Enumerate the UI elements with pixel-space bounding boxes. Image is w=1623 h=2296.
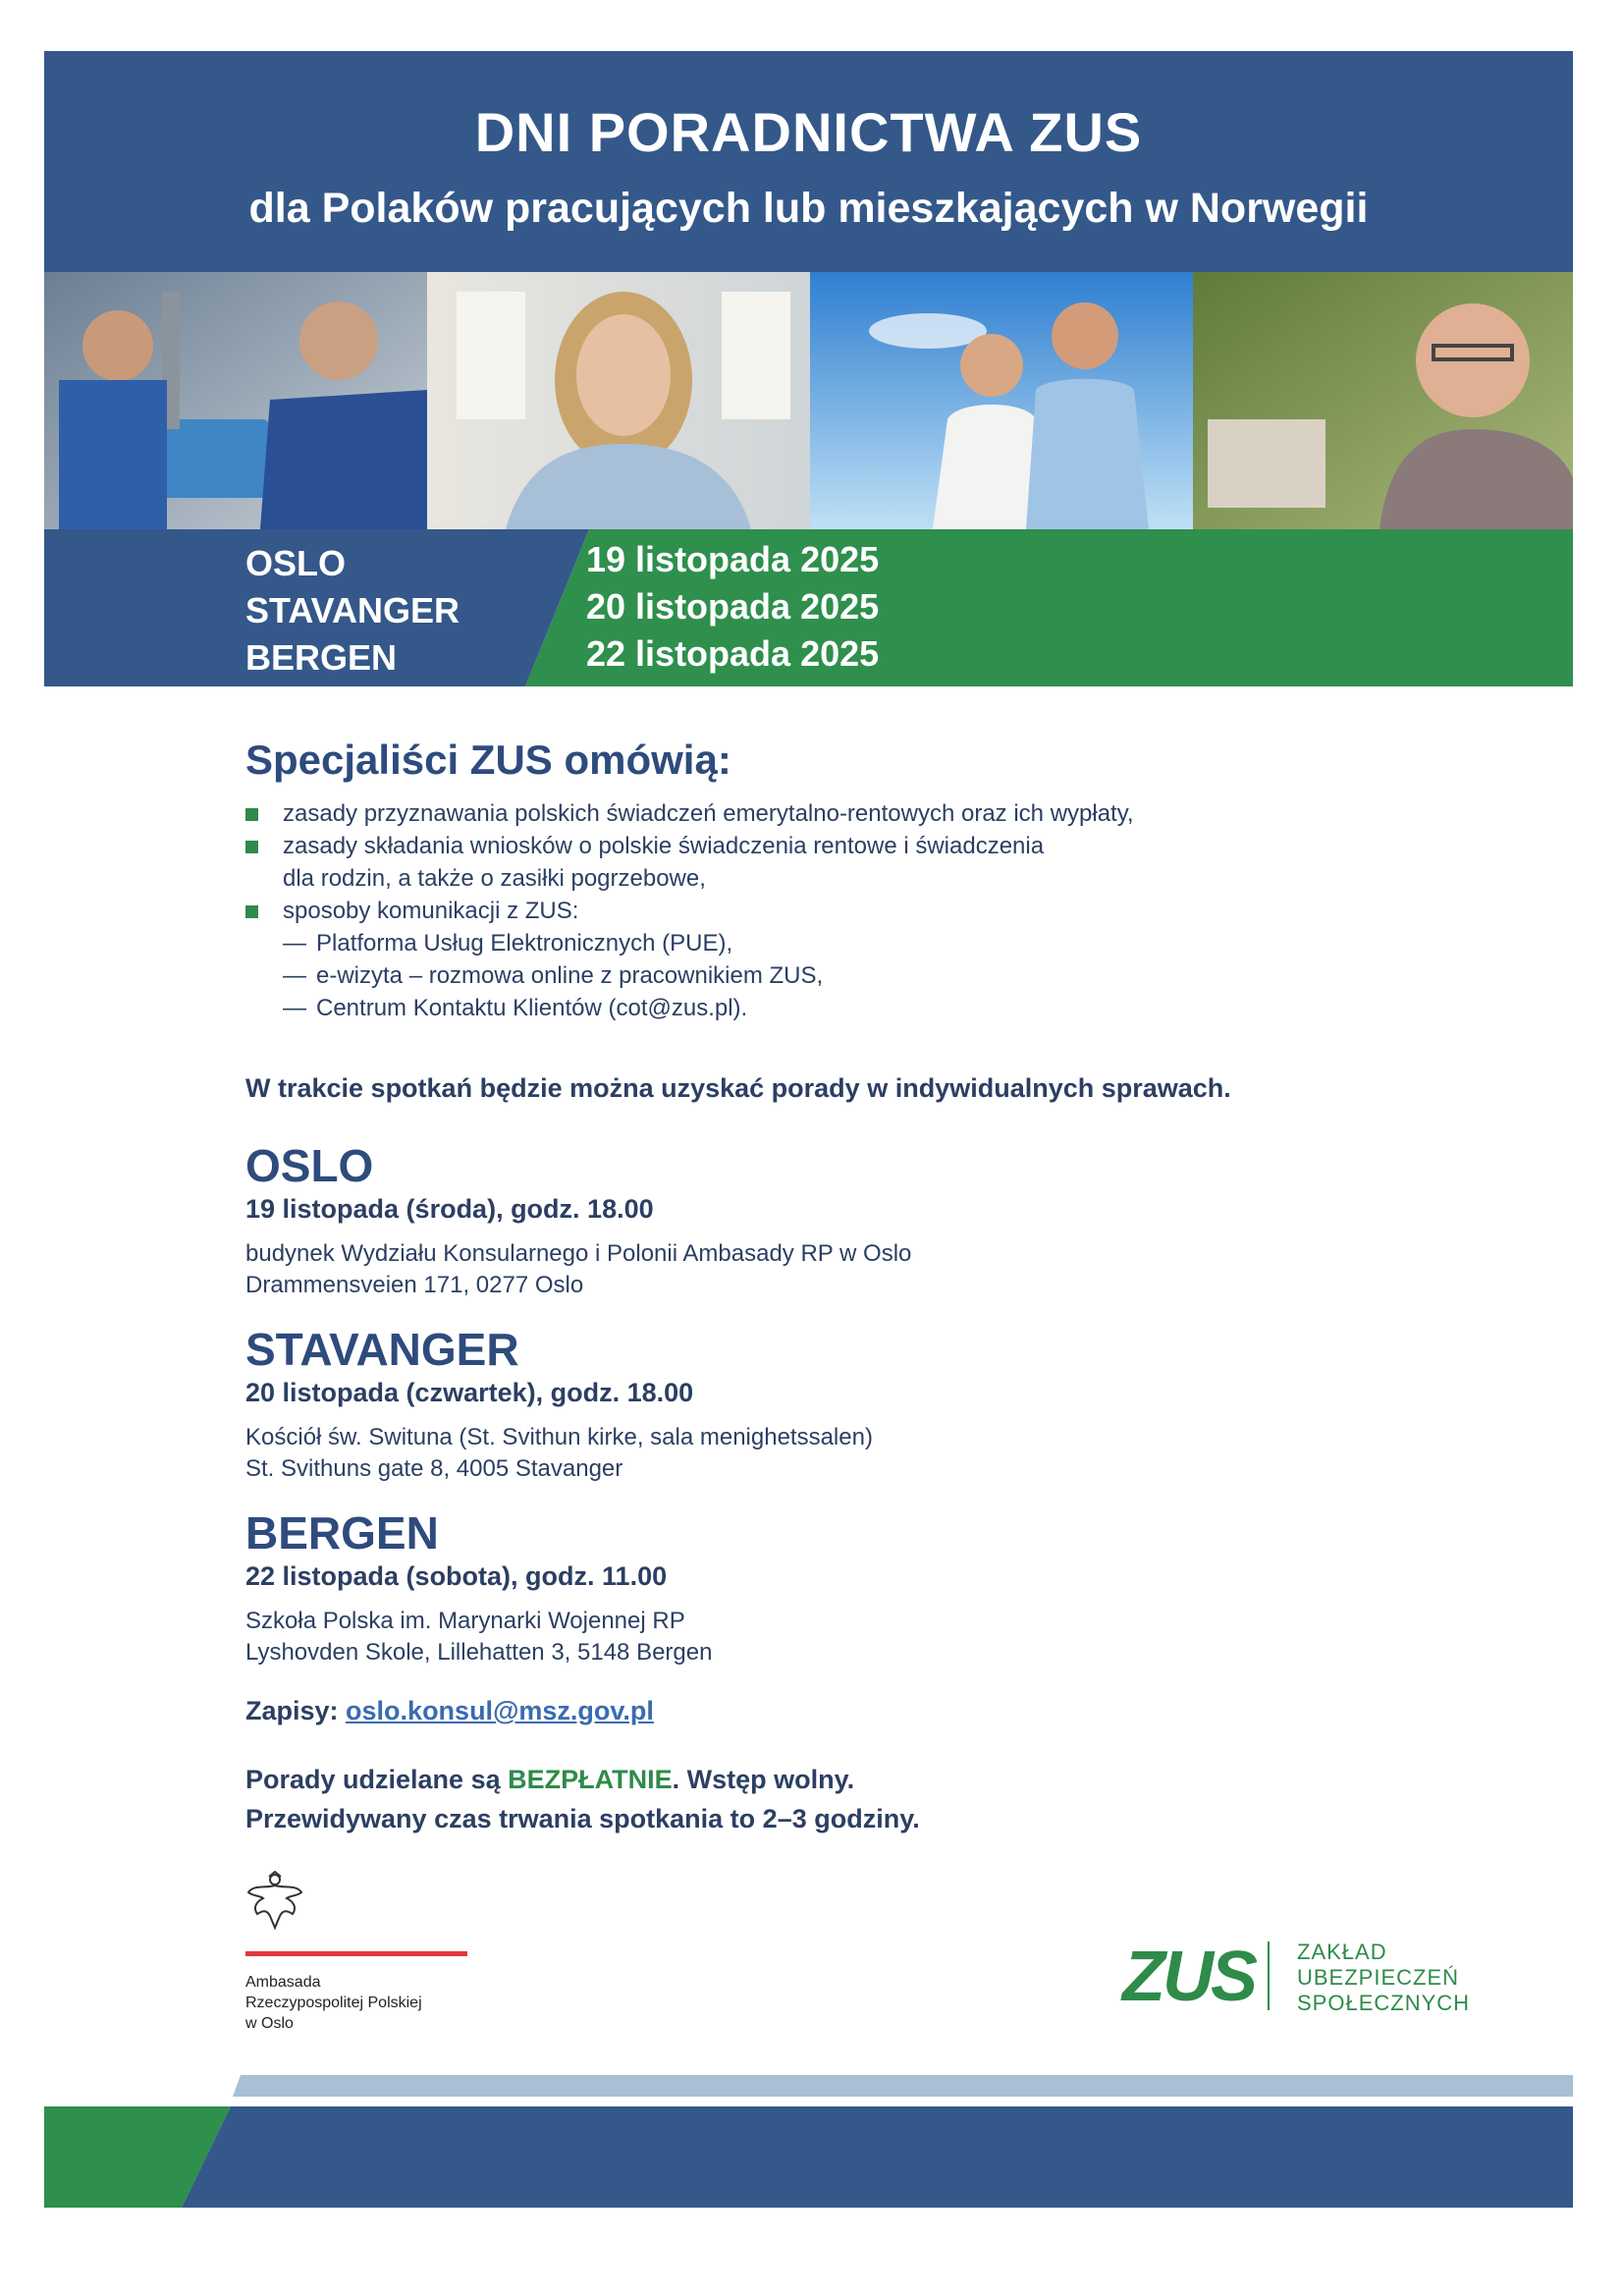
embassy-name: Ambasada Rzeczypospolitej Polskiej w Oslo [245,1974,422,2032]
event-address-line: budynek Wydziału Konsularnego i Polonii Ambasady RP w Oslo [245,1240,912,1267]
topics-heading: Specjaliści ZUS omówią: [245,737,731,783]
bullet-square [245,841,258,853]
event-address-line: Lyshovden Skole, Lillehatten 3, 5148 Bergen [245,1639,713,1666]
info-line-duration: Przewidywany czas trwania spotkania to 2–3 godziny. [245,1804,920,1833]
info-block [245,1760,920,1838]
schedule-band [44,529,1573,686]
registration [245,1696,654,1726]
event-city: BERGEN [245,1507,439,1558]
zus-logo-divider [1268,1941,1270,2010]
topic-item-continuation: dla rodzin, a także o zasiłki pogrzebowe, [283,865,706,892]
eagle-emblem-icon [245,1871,304,1932]
band-date-bergen: 22 listopada 2025 [586,633,880,674]
footer-band [44,2075,1573,2208]
event-stavanger [245,1323,873,1485]
photo-older-man [1193,272,1573,529]
individual-advice-note: W trakcie spotkań będzie można uzyskać porady w indywidualnych sprawach. [245,1073,1231,1103]
photo-woman [427,272,810,529]
photo-workshop [44,272,427,529]
topic-subitem: — Platforma Usług Elektronicznych (PUE), [283,930,733,957]
event-when: 22 listopada (sobota), godz. 11.00 [245,1561,668,1591]
event-when: 19 listopada (środa), godz. 18.00 [245,1194,654,1224]
topic-item: zasady składania wniosków o polskie świadczenia rentowe i świadczenia [245,830,1325,862]
footer-band-shape [44,2075,1573,2208]
event-city: OSLO [245,1140,374,1191]
topic-item: sposoby komunikacji z ZUS: [245,895,1325,927]
topic-subitem: — e-wizyta – rozmowa online z pracownikiem ZUS, [283,962,824,989]
bullet-square [245,808,258,821]
band-date-oslo: 19 listopada 2025 [586,539,880,579]
event-address-line: Drammensveien 171, 0277 Oslo [245,1272,584,1298]
event-city: STAVANGER [245,1324,519,1375]
registration-email-link[interactable]: oslo.konsul@msz.gov.pl [346,1696,654,1725]
event-bergen [245,1506,712,1668]
free-highlight: BEZPŁATNIE [508,1765,673,1794]
event-when: 20 listopada (czwartek), godz. 18.00 [245,1378,694,1407]
band-city-bergen: BERGEN [245,637,398,678]
event-address-line: St. Svithuns gate 8, 4005 Stavanger [245,1455,623,1482]
photo-strip [44,272,1573,529]
zus-logo [1122,1940,1476,2018]
band-date-stavanger: 20 listopada 2025 [586,586,880,627]
event-address-line: Kościół św. Swituna (St. Svithun kirke, sala menighetssalen) [245,1424,873,1450]
event-address-line: Szkoła Polska im. Marynarki Wojennej RP [245,1608,685,1634]
registration-label: Zapisy: [245,1696,339,1725]
embassy-logo [245,1871,422,2032]
event-oslo [245,1139,911,1301]
page-subtitle: dla Polaków pracujących lub mieszkających w Norwegii [248,185,1369,232]
info-line-free: Porady udzielane są BEZPŁATNIE. Wstęp wolny. [245,1765,855,1794]
topic-subitem: — Centrum Kontaktu Klientów (cot@zus.pl). [283,995,748,1021]
topics-list [245,797,1325,1024]
bullet-square [245,905,258,918]
photo-couple [810,272,1193,529]
photo-collage [44,272,1573,529]
embassy-red-bar [245,1951,467,1956]
page-title: DNI PORADNICTWA ZUS [474,101,1143,163]
band-city-oslo: OSLO [245,543,347,583]
band-city-stavanger: STAVANGER [245,590,460,630]
zus-full-name: ZAKŁAD UBEZPIECZEŃ SPOŁECZNYCH [1297,1940,1471,2015]
zus-logo-mark: ZUS [1122,1938,1255,2016]
topic-item: zasady przyznawania polskich świadczeń emerytalno-rentowych oraz ich wypłaty, [245,797,1325,830]
